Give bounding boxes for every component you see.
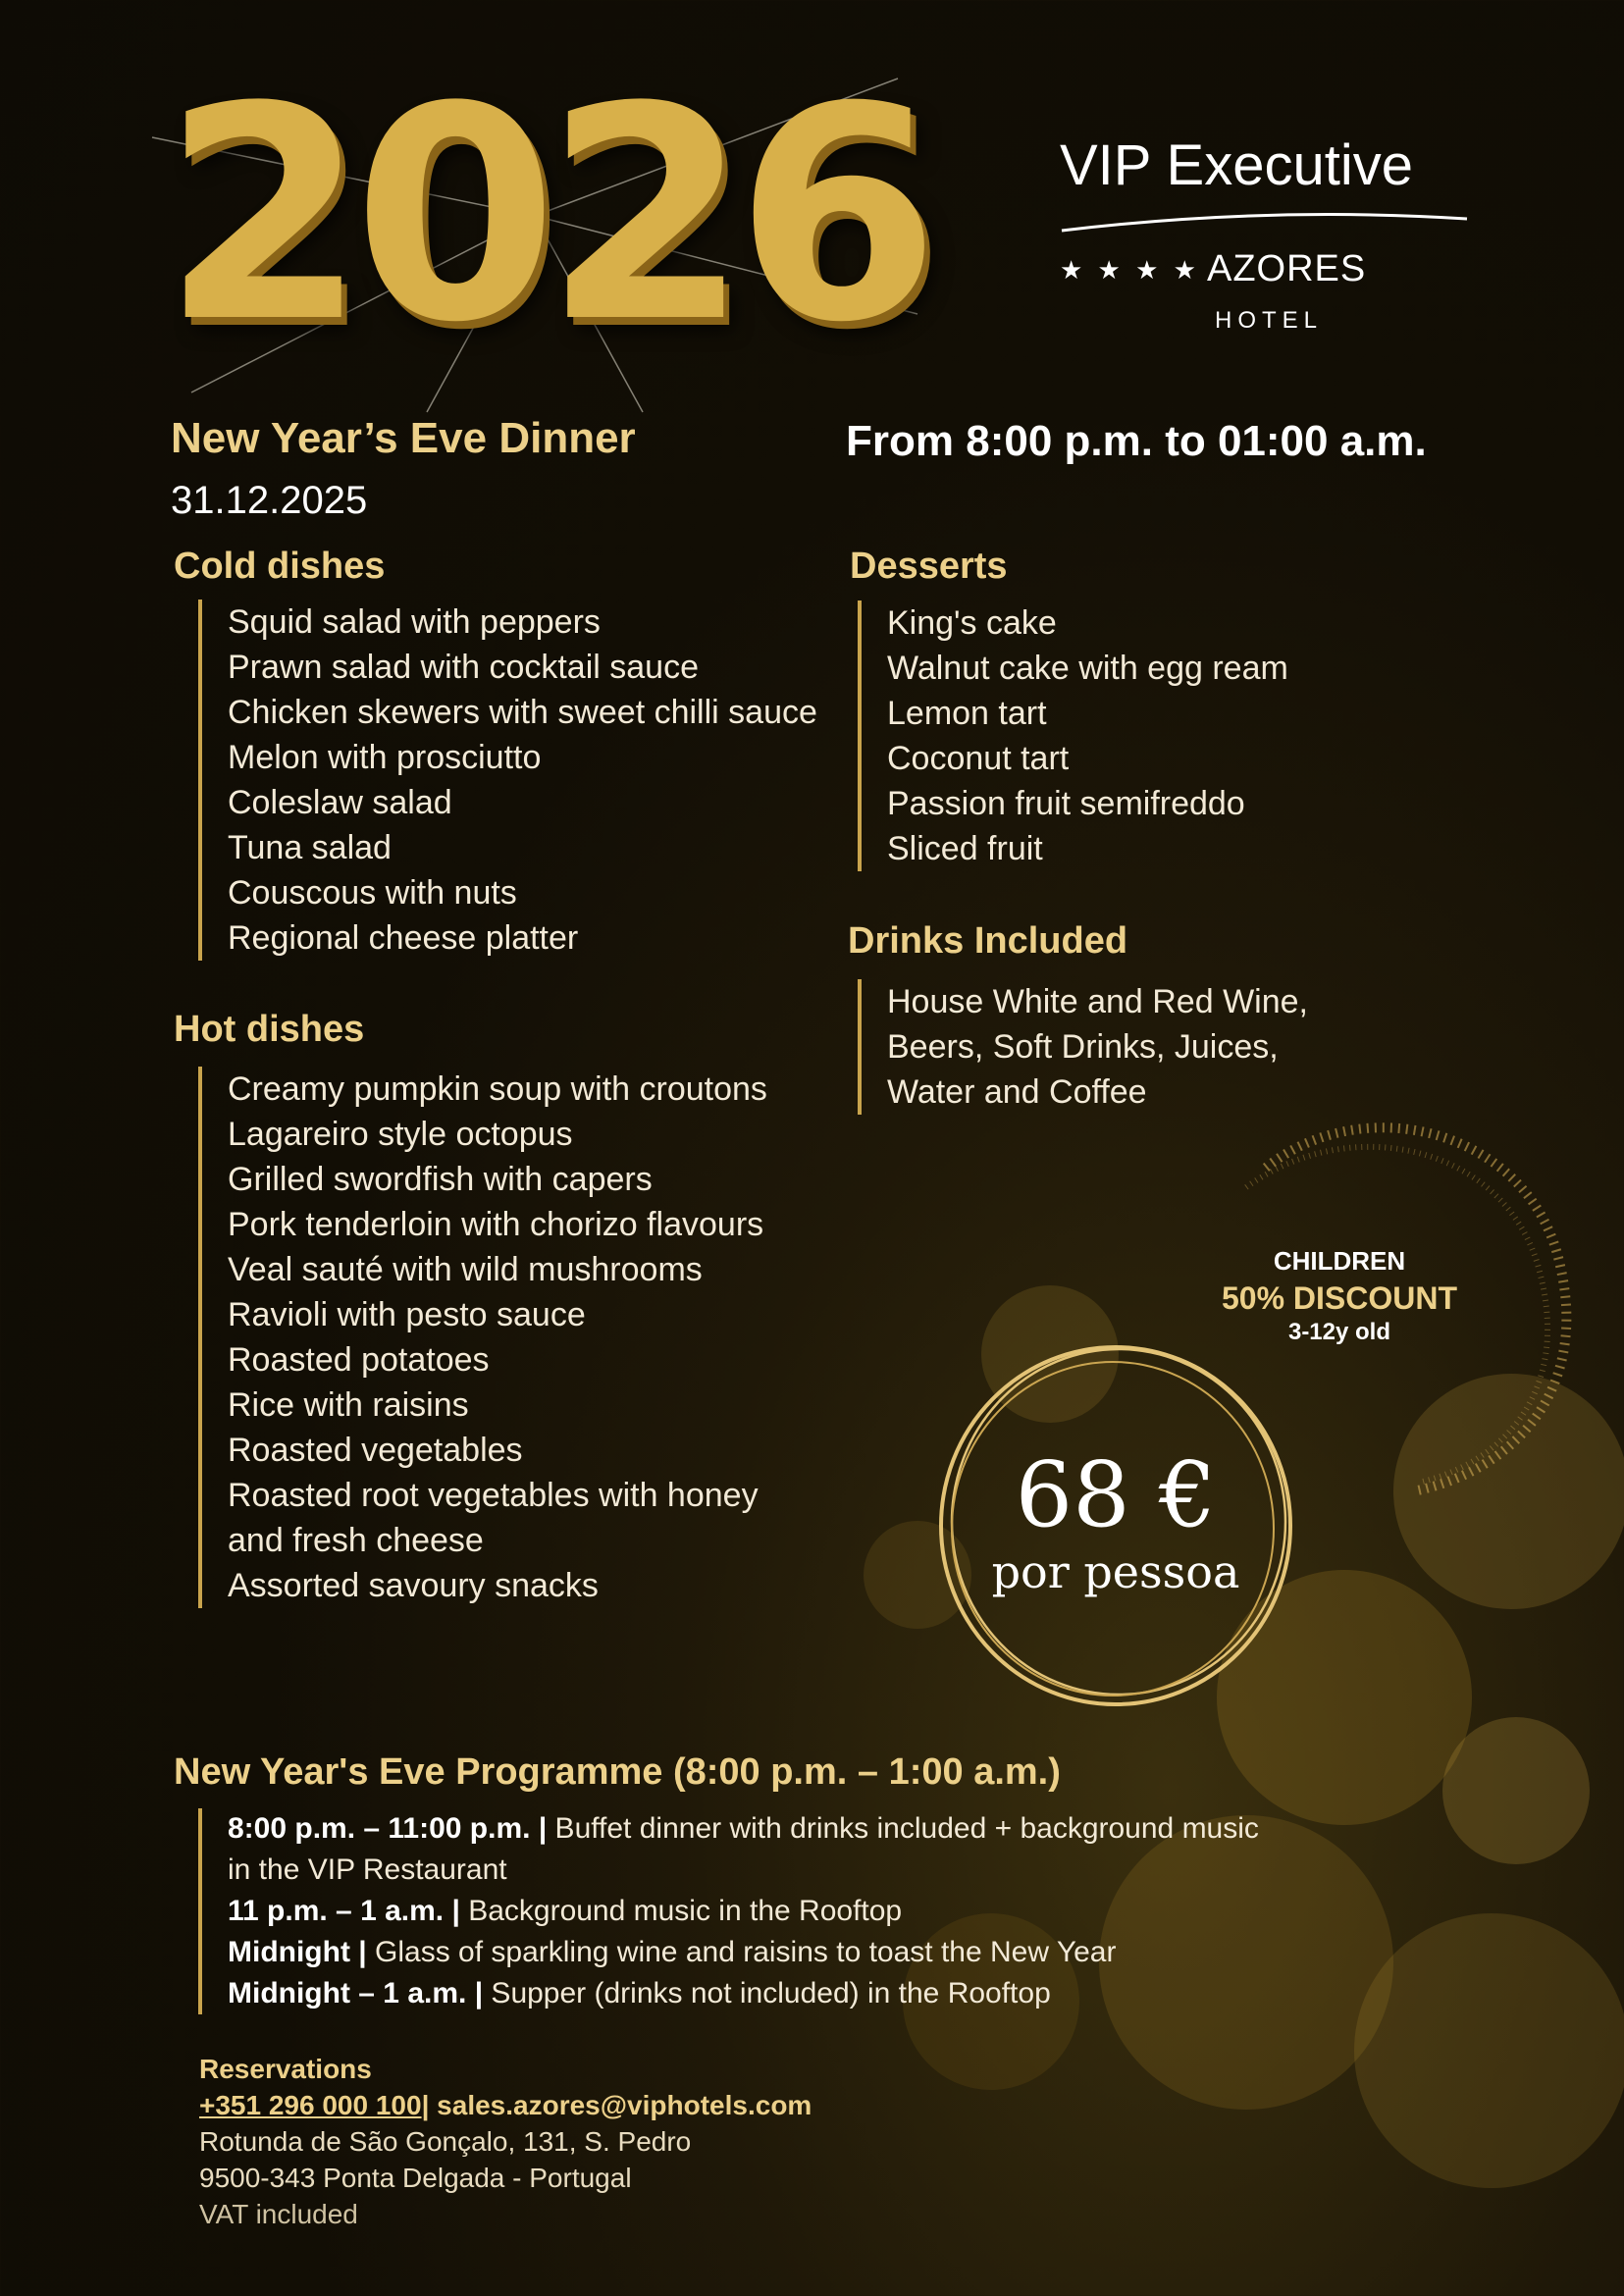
list-item: Grilled swordfish with capers [228,1161,653,1198]
children-discount-value: 50% DISCOUNT [1221,1280,1458,1316]
list-item: Chicken skewers with sweet chilli sauce [228,694,817,731]
list-item: Walnut cake with egg ream [887,650,1288,687]
list-item: Lagareiro style octopus [228,1116,573,1153]
logo-swoosh [1060,201,1472,240]
reservations-block [199,2051,812,2232]
children-label: CHILDREN [1273,1246,1406,1276]
email-link[interactable]: sales.azores@viphotels.com [429,2090,812,2120]
desserts-title: Desserts [850,546,1008,587]
list-item: Water and Coffee [887,1073,1147,1111]
list-item: Rice with raisins [228,1386,469,1424]
drinks-title: Drinks Included [848,920,1128,962]
list-item: Passion fruit semifreddo [887,785,1245,822]
list-item: Roasted potatoes [228,1341,490,1379]
list-item: King's cake [887,604,1057,642]
reservations-title: Reservations [199,2054,372,2084]
programme-title: New Year's Eve Programme (8:00 p.m. – 1:00 a.m.) [174,1751,1061,1793]
hot-dishes-title: Hot dishes [174,1009,365,1050]
programme-line: in the VIP Restaurant [228,1853,507,1886]
list-item: Veal sauté with wild mushrooms [228,1251,703,1288]
list-item: Pork tenderloin with chorizo flavours [228,1206,764,1243]
list-item: Squid salad with peppers [228,603,601,641]
list-item: Melon with prosciutto [228,739,542,776]
list-item: Regional cheese platter [228,919,579,957]
list-item: Coconut tart [887,740,1070,777]
list-item: Roasted vegetables [228,1432,523,1469]
event-time: From 8:00 p.m. to 01:00 a.m. [846,417,1427,465]
price-per-person: por pessoa [991,1545,1240,1598]
hot-dishes-list [198,1067,767,1608]
list-item: Prawn salad with cocktail sauce [228,649,700,686]
children-age: 3-12y old [1287,1319,1391,1345]
programme-line: 8:00 p.m. – 11:00 p.m. | Buffet dinner with drinks included + background music [228,1812,1259,1845]
cold-dishes-list [198,600,817,961]
logo-location: AZORES [1207,248,1367,289]
price-badge [934,1339,1297,1712]
list-item: House White and Red Wine, [887,983,1308,1020]
logo-stars: ★ ★ ★ ★ [1060,255,1200,285]
drinks-list [858,979,1308,1115]
hotel-logo [1060,132,1472,348]
year-text: 2026 [162,44,926,387]
programme-line: 11 p.m. – 1 a.m. | Background music in the Rooftop [228,1895,903,1927]
list-item: Lemon tart [887,695,1047,732]
event-date: 31.12.2025 [171,479,368,522]
cold-dishes-title: Cold dishes [174,546,386,587]
list-item: Couscous with nuts [228,874,517,912]
year-hero-graphic [132,20,937,422]
logo-brand-name: VIP Executive [1060,133,1414,197]
programme-line: Midnight – 1 a.m. | Supper (drinks not included) in the Rooftop [228,1977,1051,2009]
desserts-list [858,600,1288,871]
list-item: Sliced fruit [887,830,1043,867]
list-item: Tuna salad [228,829,392,866]
programme-list [198,1808,1259,2014]
programme-line: Midnight | Glass of sparkling wine and raisins to toast the New Year [228,1936,1117,1968]
list-item: Roasted root vegetables with honey [228,1477,759,1514]
reservations-contact: +351 296 000 100| sales.azores@viphotels.com [199,2090,812,2120]
phone-link[interactable]: +351 296 000 100 [199,2090,422,2120]
list-item: Assorted savoury snacks [228,1567,599,1604]
list-item: Coleslaw salad [228,784,452,821]
list-item: Creamy pumpkin soup with croutons [228,1070,767,1108]
address-line-2: 9500-343 Ponta Delgada - Portugal [199,2163,632,2193]
children-discount [1143,1246,1536,1346]
event-title: New Year’s Eve Dinner [171,414,636,462]
list-item: and fresh cheese [228,1522,484,1559]
vat-note: VAT included [199,2199,358,2229]
list-item: Beers, Soft Drinks, Juices, [887,1028,1279,1066]
price-amount: 68 € [1015,1442,1217,1547]
logo-type: HOTEL [1215,307,1324,334]
address-line-1: Rotunda de São Gonçalo, 131, S. Pedro [199,2126,692,2157]
list-item: Ravioli with pesto sauce [228,1296,586,1333]
